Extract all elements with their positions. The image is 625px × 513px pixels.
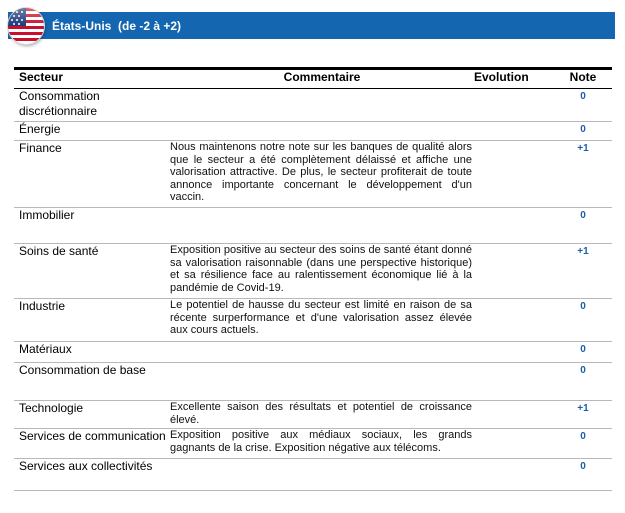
- sector-cell: Services de communication: [14, 429, 170, 459]
- table-row: [14, 122, 612, 141]
- evolution-cell: [474, 208, 554, 244]
- comment-cell: Exposition positive aux médiaux sociaux, les grands gagnants de la crise. Exposition négative aux télécoms.: [170, 429, 474, 459]
- note-cell: 0: [554, 208, 612, 244]
- table-row: [14, 244, 612, 299]
- usa-flag-icon: [8, 8, 44, 44]
- column-header-evolution: Evolution: [474, 69, 554, 89]
- evolution-cell: [474, 89, 554, 122]
- comment-cell: [170, 342, 474, 363]
- evolution-cell: [474, 244, 554, 299]
- sector-cell: Finance: [14, 141, 170, 208]
- sector-cell: Matériaux: [14, 342, 170, 363]
- sector-cell: Consommation discrétionnaire: [14, 89, 170, 122]
- sector-cell: Services aux collectivités: [14, 459, 170, 491]
- column-header-comment: Commentaire: [170, 69, 474, 89]
- sector-cell: Énergie: [14, 122, 170, 141]
- note-cell: 0: [554, 299, 612, 342]
- note-cell: 0: [554, 363, 612, 401]
- sector-cell: Technologie: [14, 401, 170, 429]
- table-row: [14, 342, 612, 363]
- comment-cell: [170, 363, 474, 401]
- sector-cell: Immobilier: [14, 208, 170, 244]
- evolution-cell: [474, 122, 554, 141]
- note-cell: 0: [554, 342, 612, 363]
- evolution-cell: [474, 429, 554, 459]
- table-row: [14, 363, 612, 401]
- comment-cell: [170, 208, 474, 244]
- comment-cell: [170, 459, 474, 491]
- sector-table: [14, 67, 612, 491]
- evolution-cell: [474, 141, 554, 208]
- sector-cell: Consommation de base: [14, 363, 170, 401]
- note-cell: 0: [554, 122, 612, 141]
- table-row: [14, 141, 612, 208]
- table-row: [14, 299, 612, 342]
- evolution-cell: [474, 459, 554, 491]
- sector-cell: Soins de santé: [14, 244, 170, 299]
- column-header-note: Note: [554, 69, 612, 89]
- evolution-cell: [474, 401, 554, 429]
- column-header-sector: Secteur: [14, 69, 170, 89]
- comment-cell: Le potentiel de hausse du secteur est limité en raison de sa récente surperformance et d'une valorisation assez élevée aux cours actuels.: [170, 299, 474, 342]
- comment-cell: Exposition positive au secteur des soins de santé étant donné sa valorisation raisonnable (dans une perspective historique) et sa résilience face au ralentissement économique lié à la pandémie de Covid-19.: [170, 244, 474, 299]
- evolution-cell: [474, 363, 554, 401]
- comment-cell: Excellente saison des résultats et potentiel de croissance élevé.: [170, 401, 474, 429]
- comment-cell: Nous maintenons notre note sur les banques de qualité alors que le secteur a été complètement délaissé et affiche une valorisation attractive. De plus, le secteur profiterait de toute annonce importante concernant le développement d'un vaccin.: [170, 141, 474, 208]
- table-row: [14, 89, 612, 122]
- sector-cell: Industrie: [14, 299, 170, 342]
- table-row: [14, 459, 612, 491]
- comment-cell: [170, 122, 474, 141]
- note-cell: 0: [554, 89, 612, 122]
- note-cell: 0: [554, 429, 612, 459]
- note-cell: 0: [554, 459, 612, 491]
- evolution-cell: [474, 299, 554, 342]
- note-cell: +1: [554, 401, 612, 429]
- table-row: [14, 429, 612, 459]
- page-title: États-Unis (de -2 à +2): [52, 19, 182, 33]
- note-cell: +1: [554, 244, 612, 299]
- note-cell: +1: [554, 141, 612, 208]
- table-row: [14, 208, 612, 244]
- evolution-cell: [474, 342, 554, 363]
- table-row: [14, 401, 612, 429]
- comment-cell: [170, 89, 474, 122]
- table-header-row: [14, 69, 612, 89]
